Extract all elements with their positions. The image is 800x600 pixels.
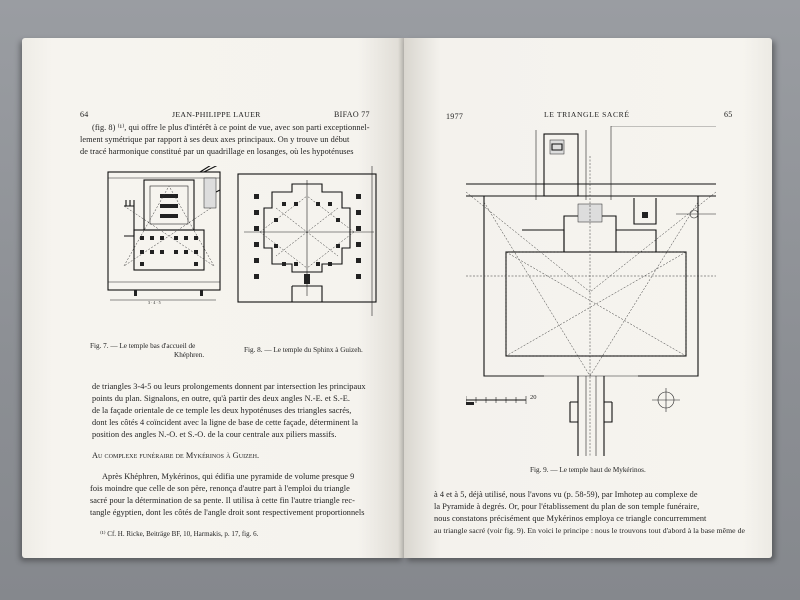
paragraph-line: la Pyramide à degrés. Or, pour l'établissement du plan de son temple funéraire,	[434, 502, 700, 511]
svg-text:3 · 4 · 5: 3 · 4 · 5	[148, 300, 161, 305]
paragraph-line: de tracé harmonique constitué par un quadrillage en losanges, où les hypoténuses	[80, 147, 354, 156]
paragraph-line: points du plan. Signalons, en outre, qu'à partir des deux angles N.-E. et S.-E.	[92, 394, 350, 403]
paragraph-line: dont les côtés 4 coïncident avec la ligne de base de cette façade, déterminent la	[92, 418, 358, 427]
fig7-caption: Fig. 7. — Le temple bas d'accueil de	[90, 342, 196, 350]
right-running-year: 1977	[446, 112, 464, 121]
paragraph-line: au triangle sacré (voir fig. 9). En voici le principe : nous le trouvons tout d'abord à la base même de	[434, 526, 745, 535]
paragraph-line: nous constatons précisément que Mykérinos employa ce triangle concurremment	[434, 514, 707, 523]
right-running-title: LE TRIANGLE SACRÉ	[544, 110, 630, 119]
paragraph-line: tangle égyptien, dont les côtés de l'angle droit sont respectivement proportionnels	[90, 508, 365, 517]
left-running-journal: BIFAO 77	[334, 110, 370, 119]
paragraph-line: (fig. 8) ⁽¹⁾, qui offre le plus d'intérêt à ce point de vue, avec son parti exceptionnel-	[92, 123, 370, 132]
left-running-author: JEAN-PHILIPPE LAUER	[172, 110, 261, 119]
section-title: Au complexe funéraire de Mykérinos à Guizeh.	[92, 451, 260, 460]
open-book	[22, 38, 780, 558]
fig7-caption-line2: Khéphren.	[174, 351, 205, 359]
scale-label: 20	[530, 394, 537, 401]
paragraph-line: de la façade orientale de ce temple les deux hypoténuses des triangles sacrés,	[92, 406, 352, 415]
left-page	[22, 38, 404, 558]
fig8-caption: Fig. 8. — Le temple du Sphinx à Guizeh.	[244, 346, 363, 354]
paragraph-line: position des angles N.-O. et S.-O. de la cour centrale aux piliers massifs.	[92, 430, 337, 439]
fig9-caption: Fig. 9. — Le temple haut de Mykérinos.	[530, 466, 646, 474]
fig7-temple-plan	[104, 166, 224, 306]
right-page-number: 65	[724, 110, 733, 119]
footnote: ⁽¹⁾ Cf. H. Ricke, Beiträge BF, 10, Harmakis, p. 17, fig. 6.	[100, 530, 259, 538]
paragraph-line: à 4 et à 5, déjà utilisé, nous l'avons vu (p. 58-59), par Imhotep au complexe de	[434, 490, 698, 499]
paragraph-line: Après Khéphren, Mykérinos, qui édifia une pyramide de volume presque 9	[102, 472, 355, 481]
paragraph-line: lement symétrique par rapport à ses deux axes principaux. On y trouve un début	[80, 135, 350, 144]
paragraph-line: sacré pour la détermination de sa pente. Il utilisa à cette fin l'autre triangle rec-	[90, 496, 355, 505]
paragraph-line: de triangles 3-4-5 ou leurs prolongements donnent par intersection les principaux	[92, 382, 366, 391]
paragraph-line: fois moindre que celle de son père, renonça d'autre part à l'emploi du triangle	[90, 484, 350, 493]
fig9-upper-temple-plan	[466, 126, 716, 460]
left-page-number: 64	[80, 110, 89, 119]
right-page	[404, 38, 772, 558]
fig8-sphinx-temple-plan	[232, 166, 382, 316]
